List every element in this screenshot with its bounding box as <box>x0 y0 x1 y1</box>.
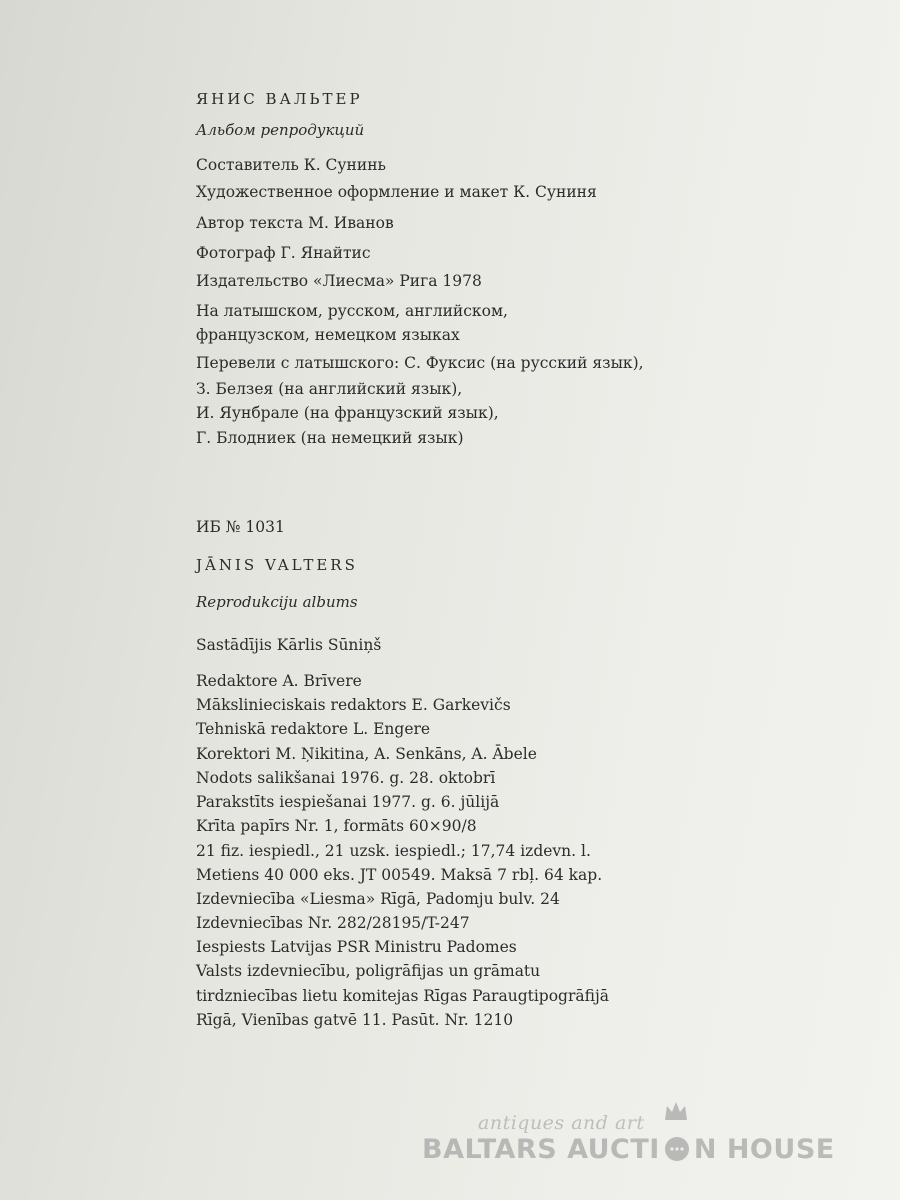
ru-photographer: Фотограф Г. Янайтис <box>196 244 371 262</box>
lv-line: Tehniskā redaktore L. Engere <box>196 720 431 738</box>
lv-line: Izdevniecība «Liesma» Rīgā, Padomju bulv. 24 <box>196 890 560 908</box>
bid-paddle-icon <box>660 1136 694 1162</box>
ru-text-author: Автор текста М. Иванов <box>196 214 394 232</box>
lv-line: tirdzniecības lietu komitejas Rīgas Paraugtipogrāfijā <box>196 987 610 1005</box>
watermark-brand-part-1: BALTARS AUCTI <box>422 1134 660 1165</box>
ru-design: Художественное оформление и макет К. Суниня <box>196 183 597 201</box>
lv-line: Metiens 40 000 eks. JT 00549. Maksā 7 rbļ. 64 kap. <box>196 866 603 884</box>
watermark-brand <box>422 1134 835 1165</box>
crown-icon <box>663 1100 689 1122</box>
lv-line: Parakstīts iespiešanai 1977. g. 6. jūlijā <box>196 793 500 811</box>
lv-line: Nodots salikšanai 1976. g. 28. oktobrī <box>196 769 496 787</box>
lv-line: Korektori M. Ņikitina, A. Senkāns, A. Ābele <box>196 745 537 763</box>
ru-publisher: Издательство «Лиесма» Рига 1978 <box>196 272 482 290</box>
lv-title: JĀNIS VALTERS <box>196 556 358 574</box>
ru-subtitle: Альбом репродукций <box>196 121 365 139</box>
ru-translators-2: З. Белзея (на английский язык), <box>196 380 463 398</box>
ru-translators-4: Г. Блодниек (на немецкий язык) <box>196 429 464 447</box>
auction-watermark <box>420 1110 840 1170</box>
ru-languages-2: французском, немецком языках <box>196 326 460 344</box>
watermark-tagline: antiques and art <box>478 1112 645 1134</box>
lv-line: Rīgā, Vienības gatvē 11. Pasūt. Nr. 1210 <box>196 1011 514 1029</box>
lv-line: Valsts izdevniecību, poligrāfijas un grāmatu <box>196 962 541 980</box>
lv-line: Iespiests Latvijas PSR Ministru Padomes <box>196 938 517 956</box>
lv-line: Mākslinieciskais redaktors E. Garkevičs <box>196 696 511 714</box>
lv-subtitle: Reprodukciju albums <box>196 593 358 611</box>
ru-translators-1: Перевели с латышского: С. Фуксис (на русский язык), <box>196 354 644 372</box>
ru-languages-1: На латышском, русском, английском, <box>196 302 508 320</box>
lv-compiler: Sastādījis Kārlis Sūniņš <box>196 636 382 654</box>
lv-line: Izdevniecības Nr. 282/28195/T-247 <box>196 914 470 932</box>
ru-translators-3: И. Яунбрале (на французский язык), <box>196 404 499 422</box>
lv-line: Krīta papīrs Nr. 1, formāts 60×90/8 <box>196 817 477 835</box>
ru-compiler: Составитель К. Сунинь <box>196 156 386 174</box>
ru-title: ЯНИС ВАЛЬТЕР <box>196 90 363 108</box>
watermark-brand-part-2: N HOUSE <box>693 1134 835 1165</box>
ib-number: ИБ № 1031 <box>196 518 285 536</box>
lv-line: Redaktore A. Brīvere <box>196 672 362 690</box>
lv-line: 21 fiz. iespiedl., 21 uzsk. iespiedl.; 17,74 izdevn. l. <box>196 842 591 860</box>
